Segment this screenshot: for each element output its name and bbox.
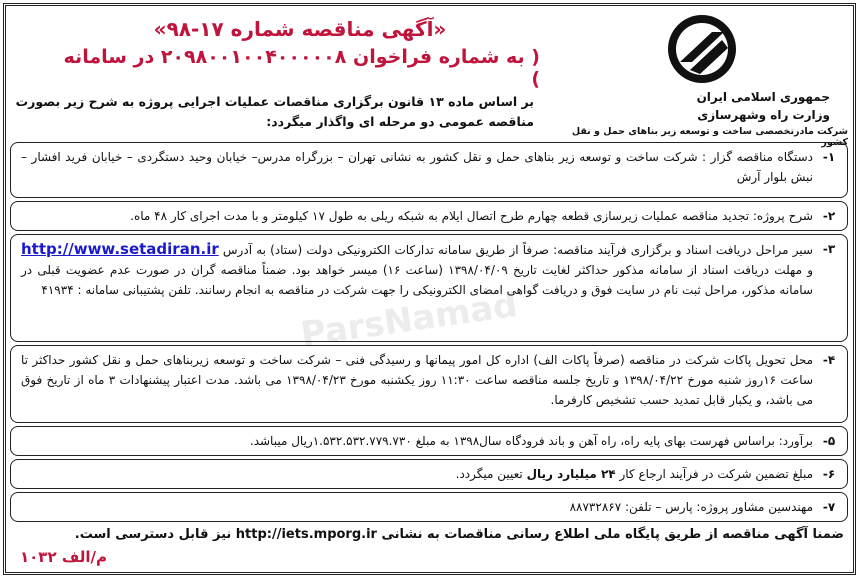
item-number: ۴-: [822, 353, 836, 367]
org-country: جمهوری اسلامی ایران: [696, 90, 830, 104]
footer-note: [14, 527, 844, 542]
item-text: مهندسین مشاور پروژه: پارس – تلفن: ۸۸۷۳۲۸۶۷: [569, 500, 813, 514]
ad-code: م/الف ۱۰۳۲: [20, 548, 107, 566]
list-item: [10, 492, 848, 522]
item-text: تعیین میگردد.: [455, 467, 523, 481]
org-ministry: وزارت راه وشهرسازی: [697, 108, 830, 122]
item-number: ۶-: [822, 467, 836, 481]
list-item: [10, 201, 848, 231]
intro-text: بر اساس ماده ۱۳ قانون برگزاری مناقصات عملیات اجرایی پروژه به شرح زیر بصورت مناقصه عمومی دو مرحله ای واگذار میگردد:: [15, 94, 534, 129]
list-item: [10, 426, 848, 456]
watermark: ParsNamad: [298, 285, 520, 355]
item-text: سیر مراحل دریافت اسناد و برگزاری فرآیند مناقصه: صرفاً از طریق سامانه تدارکات الکترونیکی دولت (ستاد) به آدرس: [222, 243, 813, 257]
footer-text: ضمنا آگهی مناقصه از طریق پایگاه ملی اطلاع رسانی مناقصات به نشانی: [381, 527, 844, 542]
list-item: [10, 142, 848, 198]
list-item: [10, 345, 848, 423]
item-text: برآورد: براساس فهرست بهای پایه راه، راه آهن و باند فرودگاه سال۱۳۹۸ به مبلغ ۱.۵۳۲.۵۳۲.۷۷۹.۷۳۰ریال میباشد.: [249, 434, 813, 448]
ad-subtitle: ( به شماره فراخوان ۲۰۹۸۰۰۱۰۰۴۰۰۰۰۰۸ در سامانه ): [63, 46, 540, 90]
iets-link[interactable]: http://iets.mporg.ir: [235, 527, 377, 542]
item-text: محل تحویل پاکات شرکت در مناقصه (صرفاً پاکات الف) اداره کل امور پیمانها و رسیدگی فنی – شرکت ساخت و توسعه زیربناهای حمل و نقل کشور حداکثر تا ساعت ۱۶روز شنبه مورخ ۱۳۹۸/۰۴/۲۲ و تاریخ جلسه مناقصه ساعت ۱۱:۳۰ روز یکشنبه مورخ ۱۳۹۸/۰۴/۲۳ می باشد. مدت اعتبار پیشنهادات ۳ ماه از تاریخ فوق می باشد، و یکبار قابل تمدید حسب تشخیص کارفرما.: [21, 353, 814, 407]
item-number: ۱-: [822, 150, 836, 164]
list-item: [10, 234, 848, 342]
item-number: ۷-: [822, 500, 836, 514]
item-text: و مهلت دریافت اسناد از سامانه مذکور حداکثر لغایت تاریخ ۱۳۹۸/۰۴/۰۹ (ساعت ۱۶) میسر خواهد بود. ضمناً مناقصه گران در صورت عدم عضویت قبلی در سامانه مذکور، مراحل ثبت نام در سایت فوق و دریافت گواهی امضای الکترونیکی را جهت شرکت در مناقصه به انجام رسانند. تلفن پشتیبانی سامانه : ۴۱۹۳۴: [21, 263, 813, 297]
item-text: مبلغ تضمین شرکت در فرآیند ارجاع کار: [619, 467, 813, 481]
item-number: ۵-: [822, 434, 836, 448]
item-text: دستگاه مناقصه گزار : شرکت ساخت و توسعه زیر بناهای حمل و نقل کشور به نشانی تهران – بزرگراه مدرس– خیابان وحید دستگردی – خیابان فرید افشار – نبش بلوار آرش: [21, 150, 813, 184]
guarantee-amount: ۲۴ میلیارد ریال: [526, 467, 616, 481]
items-list: [10, 142, 848, 525]
org-company: شرکت مادرتخصصی ساخت و توسعه زیر بناهای حمل و نقل کشور: [571, 126, 848, 148]
item-number: ۲-: [822, 209, 836, 223]
item-text: شرح پروژه: تجدید مناقصه عملیات زیرسازی قطعه چهارم طرح اتصال ایلام به شبکه ریلی به طول ۱۷ کیلومتر و با مدت اجرای کار ۴۸ ماه.: [130, 209, 813, 223]
item-number: ۳-: [822, 242, 836, 256]
setadiran-link[interactable]: http://www.setadiran.ir: [21, 240, 219, 258]
footer-text: نیز قابل دسترسی است.: [74, 527, 232, 542]
ad-title: «آگهی مناقصه شماره ۱۷-۹۸»: [153, 17, 447, 41]
ministry-logo-icon: [662, 12, 742, 86]
list-item: [10, 459, 848, 489]
